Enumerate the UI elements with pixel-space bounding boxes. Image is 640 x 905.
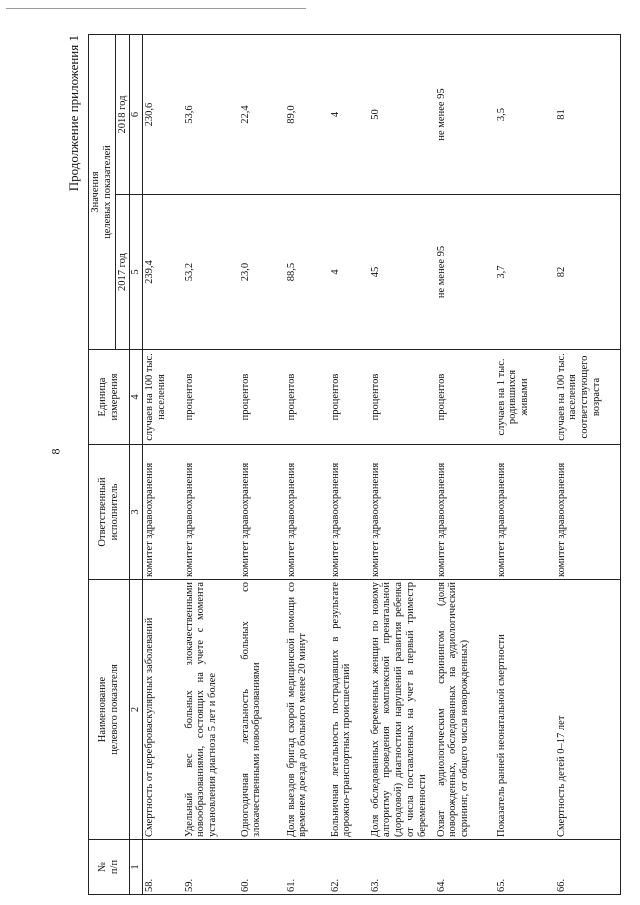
value-2018: 81: [555, 35, 621, 195]
table-row: [369, 35, 435, 895]
row-number: 59.: [183, 840, 239, 895]
page-edge-line: [6, 0, 306, 9]
table-row: [143, 35, 183, 895]
executor: комитет здравоохранения: [435, 445, 495, 580]
value-2017: 239,4: [143, 195, 183, 350]
indicator-name: Показатель ранней неонатальной смертности: [495, 580, 555, 840]
page-number: 8: [48, 448, 63, 455]
header-name: Наименование целевого показателя: [89, 580, 130, 840]
table-row: [329, 35, 369, 895]
unit: процентов: [435, 350, 495, 445]
row-number: 66.: [555, 840, 621, 895]
row-number: 64.: [435, 840, 495, 895]
value-2017: 53,2: [183, 195, 239, 350]
executor: комитет здравоохранения: [329, 445, 369, 580]
value-2017: 82: [555, 195, 621, 350]
header-unit: Единица измерения: [89, 350, 130, 445]
row-number: 63.: [369, 840, 435, 895]
indicator-name: Больничная летальность пострадавших в результате дорожно-транспортных происшествий: [329, 580, 369, 840]
indicator-name: Удельный вес больных злокачественными новообразованиями, состоящих на учете с момента установления диагноза 5 лет и более: [183, 580, 239, 840]
unit: процентов: [183, 350, 239, 445]
value-2017: 3,7: [495, 195, 555, 350]
table-row: [555, 35, 621, 895]
row-number: 61.: [285, 840, 329, 895]
header-index-6: 6: [130, 35, 143, 195]
header-index-3: 3: [130, 445, 143, 580]
unit: процентов: [369, 350, 435, 445]
indicators-table: [88, 34, 621, 895]
executor: комитет здравоохранения: [495, 445, 555, 580]
header-index-1: 1: [130, 840, 143, 895]
header-number: № п/п: [89, 840, 130, 895]
indicator-name: Охват аудиологическим скринингом (доля новорожденных, обследованных на аудиологический скрининг, от общего числа новорожденных): [435, 580, 495, 840]
value-2018: 50: [369, 35, 435, 195]
value-2018: 230,6: [143, 35, 183, 195]
header-2017: 2017 год: [115, 195, 130, 350]
unit: случаев на 100 тыс. населения: [143, 350, 183, 445]
table-row: [435, 35, 495, 895]
row-number: 65.: [495, 840, 555, 895]
indicator-name: Доля обследованных беременных женщин по новому алгоритму проведения комплексной пренатальной (дородовой) диагностики нарушений развития ребенка от числа поставленных на учет в первый триместр беременности: [369, 580, 435, 840]
unit: процентов: [329, 350, 369, 445]
value-2018: 53,6: [183, 35, 239, 195]
rotated-content: [68, 35, 623, 895]
header-values: Значения целевых показателей: [89, 35, 116, 350]
executor: комитет здравоохранения: [555, 445, 621, 580]
table-row: [183, 35, 239, 895]
row-number: 58.: [143, 840, 183, 895]
value-2018: 22,4: [239, 35, 285, 195]
value-2018: 3,5: [495, 35, 555, 195]
indicator-name: Одногодичная летальность больных со злокачественными новообразованиями: [239, 580, 285, 840]
executor: комитет здравоохранения: [285, 445, 329, 580]
header-executor: Ответственный исполнитель: [89, 445, 130, 580]
value-2017: 4: [329, 195, 369, 350]
value-2018: 4: [329, 35, 369, 195]
unit: процентов: [239, 350, 285, 445]
row-number: 62.: [329, 840, 369, 895]
executor: комитет здравоохранения: [143, 445, 183, 580]
executor: комитет здравоохранения: [239, 445, 285, 580]
indicator-name: Смертность детей 0–17 лет: [555, 580, 621, 840]
value-2018: 89,0: [285, 35, 329, 195]
table-row: [239, 35, 285, 895]
value-2018: не менее 95: [435, 35, 495, 195]
value-2017: 88,5: [285, 195, 329, 350]
executor: комитет здравоохранения: [183, 445, 239, 580]
unit: процентов: [285, 350, 329, 445]
value-2017: 23,0: [239, 195, 285, 350]
appendix-caption: Продолжение приложения 1: [66, 35, 81, 192]
header-index-2: 2: [130, 580, 143, 840]
value-2017: не менее 95: [435, 195, 495, 350]
unit: случаев на 1 тыс. родившихся живыми: [495, 350, 555, 445]
header-index-5: 5: [130, 195, 143, 350]
indicator-name: Доля выездов бригад скорой медицинской помощи со временем доезда до больного менее 20 минут: [285, 580, 329, 840]
header-2018: 2018 год: [115, 35, 130, 195]
table-row: [495, 35, 555, 895]
unit: случаев на 100 тыс. населения соответствующего возраста: [555, 350, 621, 445]
executor: комитет здравоохранения: [369, 445, 435, 580]
table-row: [285, 35, 329, 895]
header-index-4: 4: [130, 350, 143, 445]
row-number: 60.: [239, 840, 285, 895]
indicator-name: Смертность от цереброваскулярных заболеваний: [143, 580, 183, 840]
value-2017: 45: [369, 195, 435, 350]
